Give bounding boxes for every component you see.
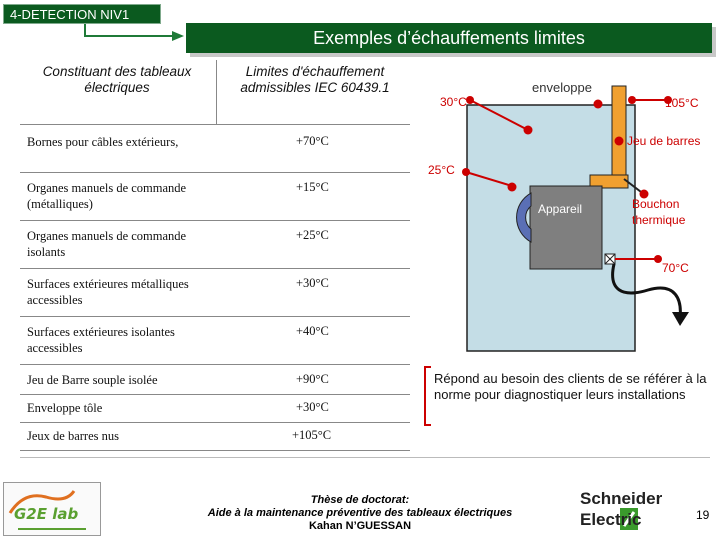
section-tag: 4-DETECTION NIV1 — [3, 4, 161, 24]
note-text: Répond au besoin des clients de se référer à la norme pour diagnostiquer leurs installations — [434, 371, 707, 402]
table-row-limit: +30°C — [296, 276, 329, 290]
table-row-limit: +70°C — [296, 134, 329, 148]
table-row-constituent: Organes manuels de commande isolants — [27, 229, 187, 259]
g2elab-logo — [3, 482, 101, 536]
label-bouchon-thermique: Bouchon thermique — [632, 197, 686, 227]
table-row-constituent: Jeux de barres nus — [27, 429, 119, 443]
thesis-title: Aide à la maintenance préventive des tableaux électriques — [207, 507, 513, 519]
footer-divider — [20, 457, 710, 458]
page-number: 19 — [696, 508, 710, 522]
slide-title: Exemples d’échauffements limites — [186, 23, 712, 53]
table-row-limit: +105°C — [292, 428, 332, 442]
note-bracket — [424, 366, 431, 426]
temp-25: 25°C — [428, 163, 455, 177]
table-row-constituent: Enveloppe tôle — [27, 401, 103, 415]
device-box — [530, 186, 602, 269]
label-appareil: Appareil — [538, 202, 583, 216]
brand-name: Schneider Electric — [580, 489, 663, 529]
table-row-constituent: Bornes pour câbles extérieurs, — [27, 135, 179, 149]
temp-30: 30°C — [440, 95, 467, 109]
table-row-limit: +15°C — [296, 180, 329, 194]
table-row-limit: +90°C — [296, 372, 329, 386]
table-row-limit: +40°C — [296, 324, 329, 338]
thesis-label: Thèse de doctorat: — [310, 494, 410, 506]
table-row-constituent: Jeu de Barre souple isolée — [27, 373, 158, 387]
table-row-limit: +30°C — [296, 400, 329, 414]
table-row-constituent: Surfaces extérieures métalliques accessibles — [27, 277, 189, 307]
label-jeu-de-barres: Jeu de barres — [627, 134, 701, 148]
table-row-limit: +25°C — [296, 228, 329, 242]
label-enveloppe: enveloppe — [532, 80, 592, 95]
table-row-constituent: Surfaces extérieures isolantes accessibles — [27, 325, 175, 355]
temp-105: 105°C — [665, 96, 699, 110]
table-header-constituent: Constituant des tableaux électriques — [42, 64, 192, 95]
thesis-author: Kahan N’GUESSAN — [308, 520, 412, 532]
table-header-limit: Limites d'échauffement admissibles IEC 60439.1 — [240, 64, 390, 95]
logo-text: G2E lab — [14, 505, 79, 523]
schneider-logo — [580, 488, 684, 532]
table-row-constituent: Organes manuels de commande (métalliques) — [27, 181, 187, 211]
temp-70: 70°C — [662, 261, 689, 275]
